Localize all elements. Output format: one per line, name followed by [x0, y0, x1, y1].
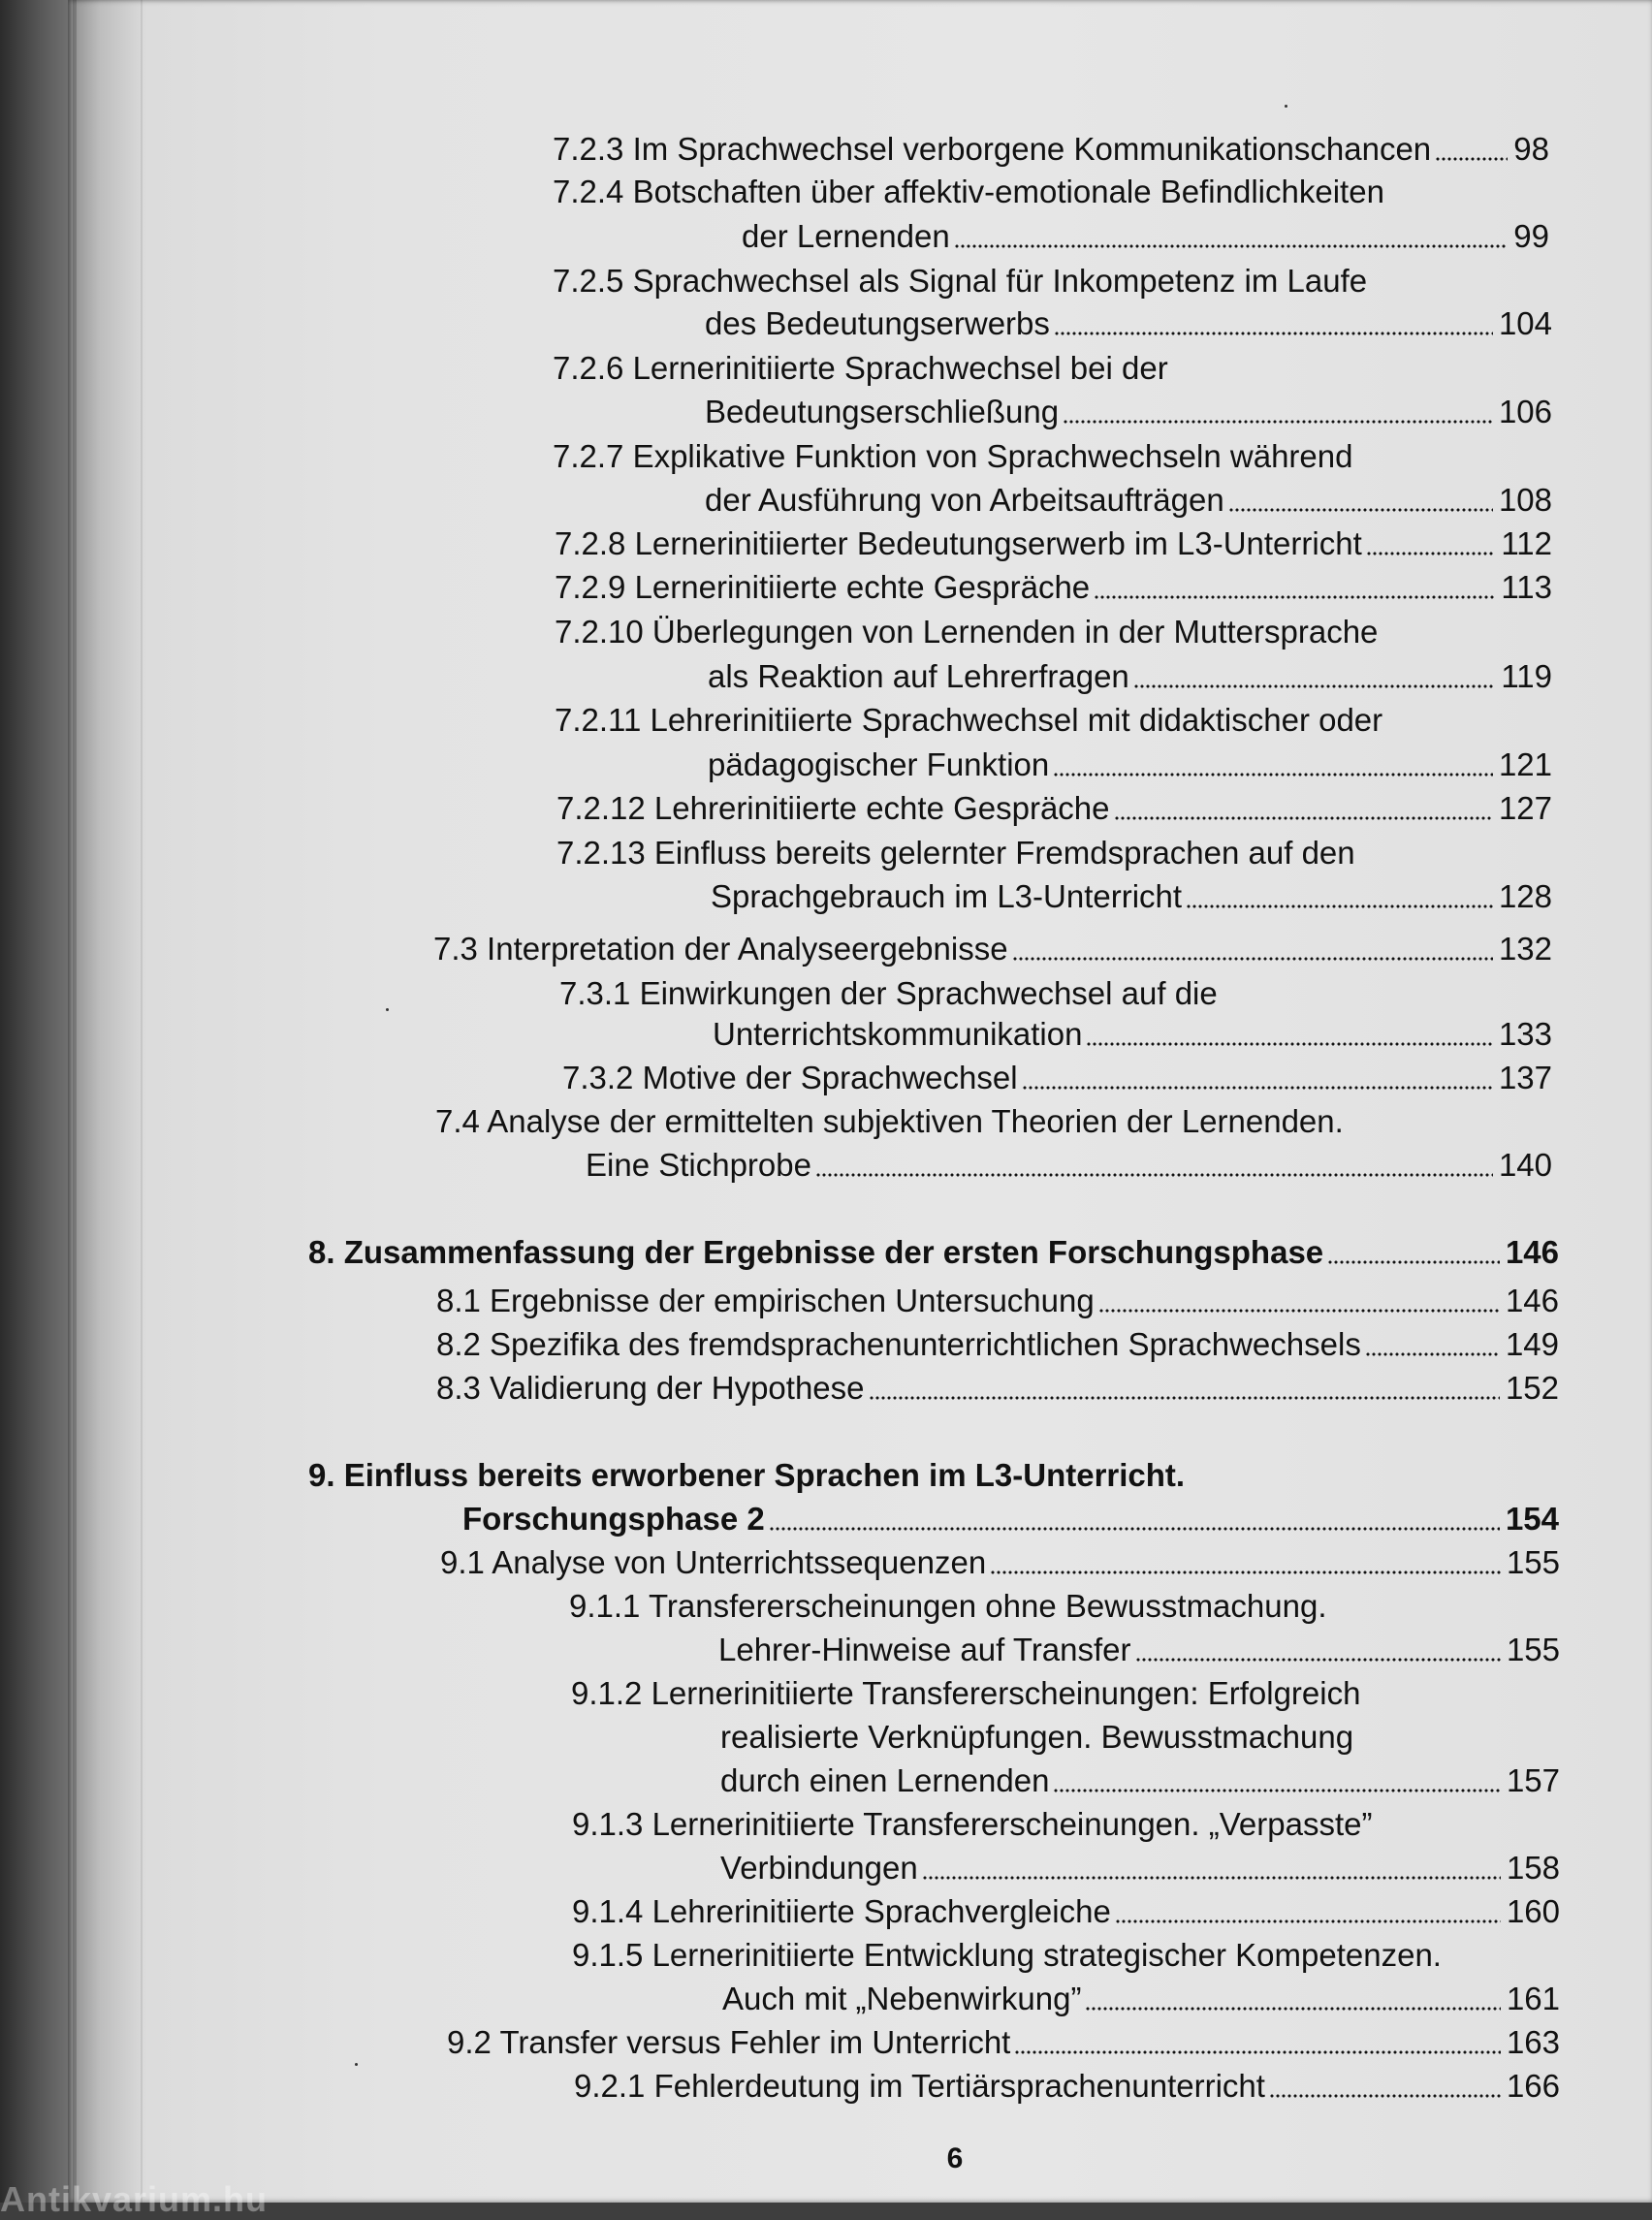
toc-entry: [722, 1978, 1560, 2020]
toc-entry-page: 99: [1513, 218, 1549, 254]
toc-entry-title: der Ausführung von Arbeitsaufträgen: [705, 482, 1224, 518]
toc-entry-title: 7.2.12 Lehrerinitiierte echte Gespräche: [556, 790, 1110, 826]
toc-entry: [720, 1847, 1560, 1889]
paper-speck: [1285, 105, 1287, 108]
toc-entry-title: 8.2 Spezifika des fremdsprachenunterrichtlichen Sprachwechsels: [436, 1326, 1361, 1362]
toc-entry-title: 7.3 Interpretation der Analyseergebnisse: [433, 931, 1008, 967]
dot-leader: [1022, 1086, 1493, 1090]
toc-entry: [447, 2021, 1560, 2064]
dot-leader: [1115, 1919, 1501, 1923]
toc-entry: [713, 1013, 1552, 1056]
toc-entry: [720, 1760, 1560, 1802]
dot-leader: [1053, 1789, 1500, 1792]
toc-entry-page: 112: [1501, 525, 1552, 561]
toc-entry: [555, 523, 1552, 565]
dot-leader: [1094, 595, 1495, 599]
toc-entry-title: 9.1.4 Lehrerinitiierte Sprachvergleiche: [572, 1893, 1111, 1929]
toc-entry-line: 9.1.2 Lernerinitiierte Transfererscheinungen: Erfolgreich: [571, 1675, 1361, 1711]
toc-entry-page: 98: [1513, 131, 1549, 167]
toc-entry-title: Forschungsphase 2: [462, 1501, 765, 1537]
dot-leader: [922, 1876, 1501, 1880]
toc-entry-title: 7.2.9 Lernerinitiierte echte Gespräche: [555, 569, 1091, 605]
toc-entry: [742, 215, 1549, 258]
dot-leader: [1228, 508, 1493, 512]
toc-entry-title: 9.2 Transfer versus Fehler im Unterricht: [447, 2024, 1011, 2060]
toc-entry: [572, 1890, 1560, 1933]
toc-entry-page: 132: [1498, 931, 1552, 967]
toc-entry-page: 158: [1506, 1850, 1560, 1886]
toc-entry-page: 154: [1505, 1501, 1559, 1537]
dot-leader: [1053, 773, 1493, 777]
toc-entry-page: 128: [1498, 878, 1552, 914]
dot-leader: [1435, 157, 1508, 161]
toc-entry-title: Auch mit „Nebenwirkung”: [722, 1981, 1082, 2016]
dot-leader: [990, 1570, 1501, 1574]
dot-leader: [1063, 420, 1493, 424]
dot-leader: [1086, 1042, 1492, 1046]
toc-entry: [586, 1144, 1552, 1187]
toc-entry: [556, 787, 1552, 830]
toc-entry-line: 7.2.10 Überlegungen von Lernenden in der Muttersprache: [555, 614, 1379, 650]
dot-leader: [1366, 552, 1496, 555]
toc-entry-page: 127: [1498, 790, 1552, 826]
toc-entry-title: Bedeutungserschließung: [705, 394, 1060, 429]
toc-entry-line: 7.3.1 Einwirkungen der Sprachwechsel auf die: [559, 975, 1218, 1011]
dot-leader: [1365, 1352, 1500, 1356]
toc-entry-line: 9.1.1 Transfererscheinungen ohne Bewusstmachung.: [569, 1588, 1327, 1624]
dot-leader: [1054, 332, 1493, 335]
toc-entry-line: 7.2.13 Einfluss bereits gelernter Fremdsprachen auf den: [556, 835, 1355, 871]
toc-entry-line: 9.1.5 Lernerinitiierte Entwicklung strategischer Kompetenzen.: [572, 1937, 1442, 1973]
toc-entry: [436, 1367, 1559, 1410]
toc-entry-page: 108: [1498, 482, 1552, 518]
toc-entry-title: Verbindungen: [720, 1850, 918, 1886]
toc-entry-page: 149: [1505, 1326, 1559, 1362]
dot-leader: [1012, 957, 1493, 961]
toc-entry: [708, 655, 1552, 698]
toc-entry-page: 146: [1505, 1283, 1559, 1318]
toc-entry-page: 155: [1506, 1544, 1560, 1580]
toc-entry-title: der Lernenden: [742, 218, 950, 254]
toc-entry-line: 7.2.7 Explikative Funktion von Sprachwechseln während: [553, 438, 1353, 474]
toc-entry-title: als Reaktion auf Lehrerfragen: [708, 658, 1129, 694]
toc-entry: [555, 566, 1552, 609]
toc-entry-page: 152: [1505, 1370, 1559, 1406]
watermark: Antikvarium.hu: [0, 2179, 269, 2219]
toc-entry-title: 8.1 Ergebnisse der empirischen Untersuchung: [436, 1283, 1095, 1318]
toc-entry-title: Eine Stichprobe: [586, 1147, 811, 1183]
toc-entry-page: 119: [1501, 658, 1552, 694]
toc-entry-page: 121: [1498, 746, 1552, 782]
dot-leader: [769, 1527, 1500, 1531]
toc-entry-title: 7.3.2 Motive der Sprachwechsel: [562, 1060, 1018, 1095]
page-number: 6: [946, 2142, 964, 2174]
toc-chapter-entry: [308, 1231, 1559, 1274]
toc-entry-page: 140: [1498, 1147, 1552, 1183]
dot-leader: [1135, 1658, 1501, 1662]
dot-leader: [1098, 1309, 1500, 1313]
toc-entry-title: 8. Zusammenfassung der Ergebnisse der ersten Forschungsphase: [308, 1234, 1324, 1270]
toc-entry-line: 7.2.5 Sprachwechsel als Signal für Inkompetenz im Laufe: [553, 263, 1368, 299]
toc-entry-page: 161: [1506, 1981, 1560, 2016]
paper-speck: [355, 2063, 358, 2066]
toc-entry-line: realisierte Verknüpfungen. Bewusstmachung: [720, 1719, 1354, 1755]
dot-leader: [1133, 684, 1496, 688]
paper-speck: [386, 1008, 389, 1011]
toc-entry-page: 163: [1506, 2024, 1560, 2060]
toc-chapter-line: 9. Einfluss bereits erworbener Sprachen im L3-Unterricht.: [308, 1457, 1186, 1493]
toc-entry-page: 133: [1498, 1016, 1552, 1052]
toc-entry-page: 106: [1498, 394, 1552, 429]
toc-entry-title: 9.2.1 Fehlerdeutung im Tertiärsprachenunterricht: [574, 2068, 1265, 2104]
dot-leader: [1114, 816, 1493, 820]
toc-entry: [574, 2065, 1560, 2108]
toc-entry-title: Lehrer-Hinweise auf Transfer: [718, 1632, 1131, 1667]
toc-entry-page: 155: [1506, 1632, 1560, 1667]
toc-entry-page: 146: [1505, 1234, 1559, 1270]
toc-entry-title: pädagogischer Funktion: [708, 746, 1050, 782]
dot-leader: [1186, 904, 1493, 908]
toc-entry-line: 7.2.11 Lehrerinitiierte Sprachwechsel mit didaktischer oder: [555, 702, 1383, 738]
toc-entry-page: 166: [1506, 2068, 1560, 2104]
toc-entry: [711, 875, 1552, 918]
toc-entry-title: 7.2.8 Lernerinitiierter Bedeutungserwerb im L3-Unterricht: [555, 525, 1362, 561]
dot-leader: [1327, 1260, 1500, 1264]
dot-leader: [815, 1173, 1493, 1177]
toc-entry: [440, 1541, 1560, 1584]
toc-entry: [436, 1323, 1559, 1366]
toc-entry: [708, 744, 1552, 786]
dot-leader: [1085, 2007, 1500, 2011]
toc-chapter-entry: [462, 1498, 1559, 1540]
dot-leader: [1014, 2050, 1501, 2054]
dot-leader: [869, 1396, 1500, 1400]
toc-entry-line: 7.4 Analyse der ermittelten subjektiven Theorien der Lernenden.: [435, 1103, 1344, 1139]
toc-entry-title: 9.1 Analyse von Unterrichtssequenzen: [440, 1544, 987, 1580]
toc-entry-title: Unterrichtskommunikation: [713, 1016, 1083, 1052]
toc-entry: [705, 479, 1552, 522]
dot-leader: [954, 244, 1509, 248]
toc-entry-page: 113: [1501, 569, 1552, 605]
toc-entry-line: 7.2.6 Lernerinitiierte Sprachwechsel bei der: [553, 350, 1168, 386]
toc-entry-title: Sprachgebrauch im L3-Unterricht: [711, 878, 1183, 914]
toc-entry-page: 157: [1506, 1762, 1560, 1798]
toc-entry: [436, 1280, 1559, 1322]
toc-entry: [705, 391, 1552, 433]
toc-entry-line: 9.1.3 Lernerinitiierte Transfererscheinungen. „Verpasste”: [572, 1806, 1373, 1842]
toc-entry-title: des Bedeutungserwerbs: [705, 305, 1050, 341]
toc-entry-page: 137: [1498, 1060, 1552, 1095]
toc-entry-title: 8.3 Validierung der Hypothese: [436, 1370, 865, 1406]
toc-entry: [433, 928, 1552, 970]
toc-entry: [553, 128, 1549, 171]
toc-entry: [718, 1629, 1560, 1671]
dot-leader: [1269, 2094, 1501, 2098]
toc-entry: [705, 302, 1552, 345]
toc-entry-line: 7.2.4 Botschaften über affektiv-emotionale Befindlichkeiten: [553, 174, 1384, 209]
toc-entry-title: durch einen Lernenden: [720, 1762, 1050, 1798]
toc-entry-page: 160: [1506, 1893, 1560, 1929]
toc-entry-title: 7.2.3 Im Sprachwechsel verborgene Kommunikationschancen: [553, 131, 1432, 167]
toc-entry: [562, 1057, 1552, 1099]
toc-entry-page: 104: [1498, 305, 1552, 341]
